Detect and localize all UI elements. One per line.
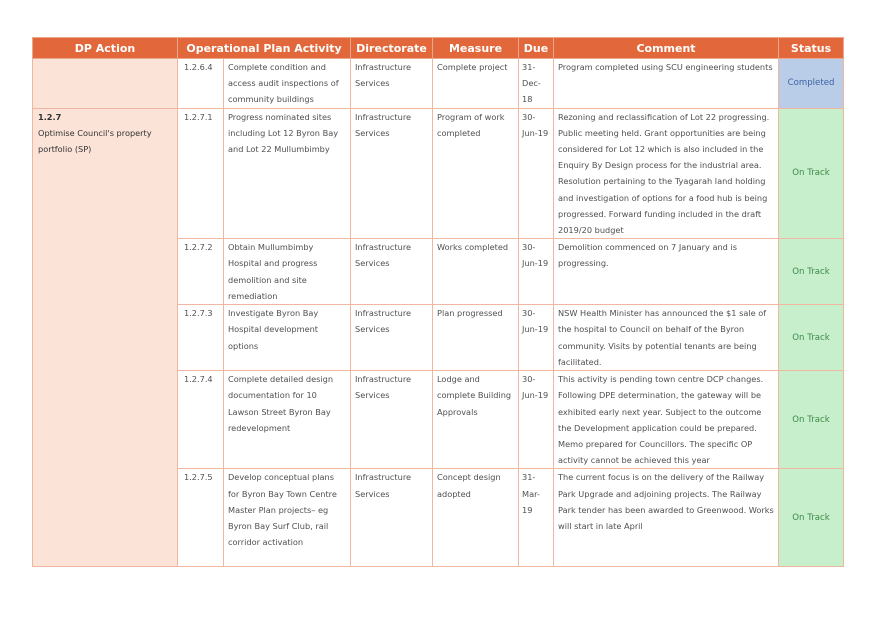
comment-cell: Demolition commenced on 7 January and is progressing. — [554, 239, 779, 305]
activity-text: Obtain Mullumbimby Hospital and progress demolition and site remediation — [224, 239, 351, 305]
header-due: Due — [519, 38, 554, 59]
comment-cell: This activity is pending town centre DCP changes. Following DPE determination, the gateway will be exhibited early next year. Subject to the outcome the Development application could be prepared. Memo prepared for Councillors. The specific OP activity cannot be achieved this year — [554, 371, 779, 469]
status-badge: Completed — [779, 59, 844, 109]
directorate-cell: Infrastructure Services — [351, 239, 433, 305]
directorate-cell: Infrastructure Services — [351, 108, 433, 239]
operational-plan-table — [32, 37, 844, 567]
activity-text: Complete condition and access audit inspections of community buildings — [224, 59, 351, 109]
measure-cell: Program of work completed — [433, 108, 519, 239]
comment-cell: The current focus is on the delivery of the Railway Park Upgrade and adjoining projects. The Railway Park tender has been awarded to Greenwood. Works will start in late April — [554, 469, 779, 567]
header-comment: Comment — [554, 38, 779, 59]
measure-cell: Complete project — [433, 59, 519, 109]
operational-plan-report — [32, 37, 843, 567]
comment-cell: Rezoning and reclassification of Lot 22 progressing. Public meeting held. Grant opportunities are being considered for Lot 12 which is also included in the Enquiry By Design process for the industrial area. Resolution pertaining to the Tyagarah land holding and investigation of options for a food hub is being progressed. Forward funding included in the draft 2019/20 budget — [554, 108, 779, 239]
dp-action-cell-empty — [33, 59, 178, 109]
header-directorate: Directorate — [351, 38, 433, 59]
status-badge: On Track — [779, 469, 844, 567]
directorate-cell: Infrastructure Services — [351, 469, 433, 567]
header-measure: Measure — [433, 38, 519, 59]
table-row — [33, 59, 844, 109]
directorate-cell: Infrastructure Services — [351, 371, 433, 469]
comment-cell: Program completed using SCU engineering students — [554, 59, 779, 109]
due-cell: 31-Dec-18 — [519, 59, 554, 109]
directorate-cell: Infrastructure Services — [351, 59, 433, 109]
activity-code: 1.2.7.4 — [178, 371, 224, 469]
header-row — [33, 38, 844, 59]
activity-code: 1.2.7.5 — [178, 469, 224, 567]
header-dp-action: DP Action — [33, 38, 178, 59]
activity-code: 1.2.7.2 — [178, 239, 224, 305]
due-cell: 31-Mar-19 — [519, 469, 554, 567]
header-status: Status — [779, 38, 844, 59]
activity-text: Progress nominated sites including Lot 12 Byron Bay and Lot 22 Mullumbimby — [224, 108, 351, 239]
measure-cell: Works completed — [433, 239, 519, 305]
status-badge: On Track — [779, 305, 844, 371]
due-cell: 30-Jun-19 — [519, 371, 554, 469]
measure-cell: Lodge and complete Building Approvals — [433, 371, 519, 469]
status-badge: On Track — [779, 371, 844, 469]
activity-code: 1.2.6.4 — [178, 59, 224, 109]
activity-text: Complete detailed design documentation for 10 Lawson Street Byron Bay redevelopment — [224, 371, 351, 469]
activity-text: Investigate Byron Bay Hospital development options — [224, 305, 351, 371]
dp-action-cell — [33, 108, 178, 567]
due-cell: 30-Jun-19 — [519, 239, 554, 305]
activity-code: 1.2.7.3 — [178, 305, 224, 371]
dp-action-description: Optimise Council's property portfolio (SP) — [38, 127, 152, 155]
header-activity: Operational Plan Activity — [178, 38, 351, 59]
dp-action-number: 1.2.7 — [38, 111, 62, 122]
status-badge: On Track — [779, 108, 844, 239]
measure-cell: Plan progressed — [433, 305, 519, 371]
directorate-cell: Infrastructure Services — [351, 305, 433, 371]
activity-code: 1.2.7.1 — [178, 108, 224, 239]
table-row — [33, 108, 844, 239]
activity-text: Develop conceptual plans for Byron Bay Town Centre Master Plan projects– eg Byron Bay Surf Club, rail corridor activation — [224, 469, 351, 567]
due-cell: 30-Jun-19 — [519, 305, 554, 371]
comment-cell: NSW Health Minister has announced the $1 sale of the hospital to Council on behalf of the Byron community. Visits by potential tenants are being facilitated. — [554, 305, 779, 371]
measure-cell: Concept design adopted — [433, 469, 519, 567]
status-badge: On Track — [779, 239, 844, 305]
due-cell: 30-Jun-19 — [519, 108, 554, 239]
